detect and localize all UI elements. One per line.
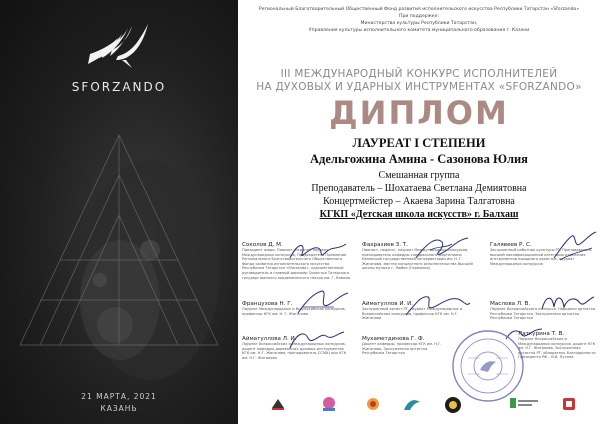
jury-name: Айматуллов И. И. (362, 301, 414, 307)
partner-logo-icon (270, 396, 286, 412)
jury-description: Заслуженный артист РТ, лауреат Международных и Всероссийских конкурсов, профессор КГК им. Н.Г. Жиганова (362, 307, 463, 321)
jury-name: Айматуллова Л. И. (242, 336, 297, 342)
jury-name: Мухаметдинова Г. Ф. (362, 336, 425, 342)
partner-logo-icon (562, 396, 576, 412)
partner-logo-icon (366, 396, 380, 412)
event-city: КАЗАНЬ (100, 404, 138, 413)
brand-logo-text: SFORZANDO (71, 80, 167, 94)
partner-logo-icon (510, 396, 538, 410)
contest-title (238, 68, 600, 94)
event-date: 21 МАРТА, 2021 (81, 392, 157, 401)
jury-description: Лауреат Международных и Всероссийских конкурсов, профессор КГК им. Н. Г. Жиганова (242, 307, 346, 316)
organizer-line: При поддержке: (398, 14, 439, 19)
signature-icon (286, 326, 346, 354)
jury-member (490, 242, 596, 266)
jury-description: Заслуженный работник культуры РТ, Преподаватель высшей квалификационной категории отделения инструментов народного оркестра, лауреат Международных конкурсов (490, 248, 592, 266)
participant-names: Адельгожина Амина - Сазонова Юлия (310, 152, 528, 166)
teacher-line: Преподаватель – Шохатаева Светлана Демиятовна (311, 183, 527, 194)
laureate-degree: ЛАУРЕАТ I СТЕПЕНИ (352, 136, 486, 150)
diploma-heading: ДИПЛОМ (329, 94, 509, 132)
organizer-line: Региональный Благотворительный Общественный Фонд развития исполнительского искусства Республики Татарстан «Sforzando» (258, 7, 580, 12)
school-name: КГКП «Детская школа искусств» г. Балхаш (319, 209, 519, 220)
jury-member (242, 242, 352, 280)
organizer-line: Министерства культуры Республики Татарстан, (360, 21, 478, 26)
signature-icon (412, 234, 472, 262)
diploma-content (238, 0, 600, 424)
organizer-line: Управления культуры исполнительного комитета муниципального образования г. Казани (308, 28, 530, 33)
jury-member (242, 301, 352, 316)
jury-description: Лауреат Всероссийских и Международных конкурсов, доцент кафедры деревянных духовых инструментов КГК им. Н.Г. Жиганова, преподаватель ССМШ при КГК им. Н.Г. Жиганова (242, 342, 347, 360)
signature-icon (550, 230, 598, 264)
jury-name: Французова Н. Г. (242, 301, 293, 307)
jury-name: Фахразиев З. Т. (362, 242, 408, 248)
nomination-group: Смешанная группа (378, 170, 460, 181)
partner-logos-strip (238, 396, 600, 422)
contest-title-line: III МЕЖДУНАРОДНЫЙ КОНКУРС ИСПОЛНИТЕЛЕЙ (280, 68, 558, 80)
jury-member (362, 301, 474, 321)
jury-description: Лауреат Всероссийских и Международных конкурсов, доцент КГК им. Н.Г. Жиганова, Заслуженная артистка РТ, обладатель Благодарности Президента РФ – В.В. Путина (518, 337, 596, 360)
jury-member (490, 301, 596, 321)
jury-name: Соколов Д. М. (242, 242, 283, 248)
signature-icon (288, 238, 348, 264)
jury-description: Президент жюри. Пианист, педагог, лауреат Международных конкурсов, Председатель Правления Регионального Благотворительного Общественного Фонда развития исполнительского искусства Республики Татарстан «Sforzando», художественный руководитель и главный дирижёр Оркестра Татарского государственного академического театра им. Г. Камала (242, 248, 351, 280)
official-stamp-icon (450, 328, 526, 404)
sforzando-bird-logo-icon (82, 20, 152, 72)
partner-logo-icon (402, 396, 422, 412)
signature-icon (294, 287, 350, 319)
partner-logo-icon (320, 396, 338, 412)
signature-icon (402, 291, 472, 321)
concertmaster-line: Концертмейстер – Акаева Зарина Талгатовна (323, 196, 515, 207)
jury-description: Доцент кафедры, профессор КГК им. Н.Г. Жиганова, Заслуженная артистка Республики Татарстан (362, 342, 442, 356)
jury-member (362, 242, 474, 271)
signature-icon (538, 289, 596, 315)
partner-logo-icon (444, 396, 462, 414)
organizer-block (238, 6, 600, 34)
jury-description: Пианист, педагог, лауреат Международных конкурсов, преподаватель кафедры специального фортепиано Казанской государственной консерватории им. Н. Г. Жиганова, мастер концертного исполнительства Высшей школы музыки г. Любек (Германия) (362, 248, 473, 271)
contest-title-line: НА ДУХОВЫХ И УДАРНЫХ ИНСТРУМЕНТАХ «SFORZANDO» (256, 81, 582, 93)
jury-name: Маслова Л. В. (490, 301, 531, 307)
jury-name: Галявеев Р. С. (490, 242, 532, 248)
brand-panel (0, 0, 238, 424)
jury-description: Лауреат Всероссийского конкурса, Народная артистка Республики Татарстан, Заслуженная артистка Республики Татарстан (490, 307, 596, 321)
jury-member (242, 336, 352, 360)
jury-name: Латкурина Т. В. (518, 331, 565, 337)
